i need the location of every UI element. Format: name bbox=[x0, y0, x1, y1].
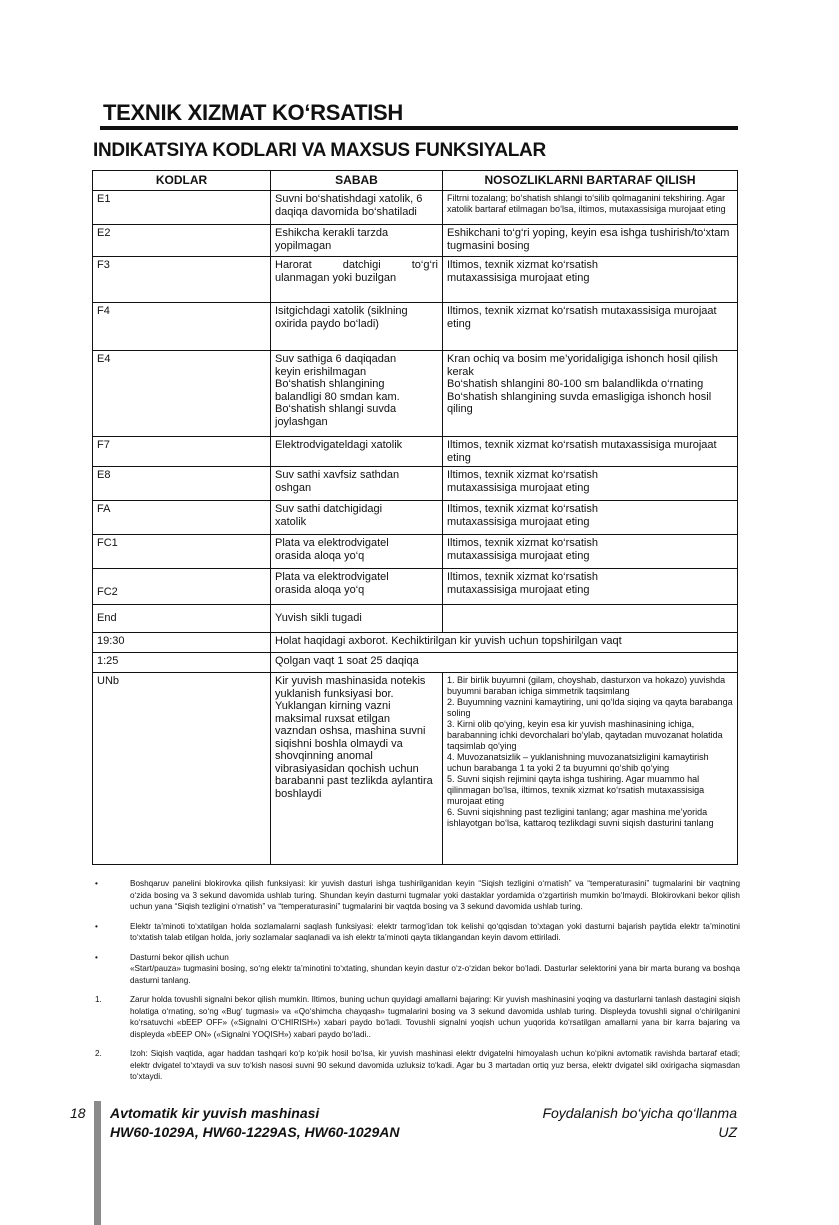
table-row bbox=[93, 673, 738, 865]
note-text: Izoh: Siqish vaqtida, agar haddan tashqari ko‘p ko‘pik hosil bo‘lsa, kir yuvish mashinasi elektr dvigatelni himoyalash uchun ko‘pikni avtomatik ravishda bartaraf etadi; elektr dvigatel to‘xtaydi va suv to‘kish nasosi suvni 90 sekund davomida uzluksiz to‘kadi. Agar bu 3 martadan ortiq yuz bersa, elektr dvigatel sikl oxirigacha siqmasdan to‘xtaydi. bbox=[130, 1049, 740, 1081]
remaining-time-cell: Qolgan vaqt 1 soat 25 daqiqa bbox=[271, 653, 738, 673]
table-header-row bbox=[93, 171, 738, 191]
manual-title: Foydalanish bo‘yicha qo‘llanma bbox=[542, 1105, 737, 1121]
fix-cell: Iltimos, texnik xizmat ko‘rsatish mutaxassisiga murojaat eting bbox=[443, 535, 738, 569]
fix-cell: Iltimos, texnik xizmat ko‘rsatish mutaxassisiga murojaat eting bbox=[443, 569, 738, 605]
table-row bbox=[93, 225, 738, 257]
table-row bbox=[93, 351, 738, 437]
number-mark: 1. bbox=[95, 995, 102, 1004]
product-name: Avtomatik kir yuvish mashinasi bbox=[110, 1105, 320, 1121]
table-row bbox=[93, 303, 738, 351]
cause-cell: Elektrodvigateldagi xatolik bbox=[271, 437, 443, 467]
fix-cell: Kran ochiq va bosim me’yoridaligiga ishonch hosil qilish kerak Bo‘shatish shlangini 80-100 sm balandlikda o‘rnating Bo‘shatish shlangining suvda emasligiga ishonch hosil qiling bbox=[443, 351, 738, 437]
page-number: 18 bbox=[70, 1105, 86, 1121]
footer-manual bbox=[542, 1104, 737, 1142]
fix-cell: Iltimos, texnik xizmat ko‘rsatish mutaxassisiga murojaat eting bbox=[443, 437, 738, 467]
list-item bbox=[95, 1048, 740, 1083]
code-cell: E8 bbox=[93, 467, 271, 501]
header-codes: KODLAR bbox=[93, 171, 271, 191]
cause-cell: Eshikcha kerakli tarzda yopilmagan bbox=[271, 225, 443, 257]
fix-cell: Iltimos, texnik xizmat ko‘rsatish mutaxassisiga murojaat eting bbox=[443, 501, 738, 535]
code-cell: E2 bbox=[93, 225, 271, 257]
footer-product bbox=[110, 1104, 399, 1142]
cause-cell: Harorat datchigi to‘g‘ri ulanmagan yoki buzilgan bbox=[271, 257, 443, 303]
cause-cell: Plata va elektrodvigatel orasida aloqa yo‘q bbox=[271, 569, 443, 605]
code-cell: End bbox=[93, 605, 271, 633]
title-divider bbox=[100, 126, 738, 130]
cause-cell: Kir yuvish mashinasida notekis yuklanish funksiyasi bor. Yuklangan kirning vazni maksimal ruxsat etilgan vazndan oshsa, mashina suvni siqishni boshla olmaydi va shovqinning anomal vibrasiyasidan qochish uchun barabanni past tezlikda aylantira boshlaydi bbox=[271, 673, 443, 865]
cause-cell: Suv sathi datchigidagi xatolik bbox=[271, 501, 443, 535]
list-item bbox=[95, 994, 740, 1040]
list-item bbox=[95, 878, 740, 913]
bullet-mark: • bbox=[95, 921, 98, 931]
header-cause: SABAB bbox=[271, 171, 443, 191]
section-subtitle: INDIKATSIYA KODLARI VA MAXSUS FUNKSIYALAR bbox=[93, 140, 546, 161]
code-cell: F3 bbox=[93, 257, 271, 303]
code-cell: F7 bbox=[93, 437, 271, 467]
note-text: Dasturni bekor qilish uchun «Start/pauza» tugmasini bosing, so‘ng elektr ta’minotini to‘xtating, shundan keyin dastur o‘z-o‘zidan bekor bo‘ladi. Dasturlar selektorini yana bir marta burang va boshqa dasturni tanlang. bbox=[130, 952, 740, 985]
language-code: UZ bbox=[718, 1124, 737, 1140]
code-cell: E1 bbox=[93, 191, 271, 225]
cause-cell: Plata va elektrodvigatel orasida aloqa yo‘q bbox=[271, 535, 443, 569]
table-row bbox=[93, 191, 738, 225]
table-row bbox=[93, 633, 738, 653]
product-models: HW60-1029A, HW60-1229AS, HW60-1029AN bbox=[110, 1124, 400, 1140]
code-cell: F4 bbox=[93, 303, 271, 351]
indication-codes-table bbox=[92, 170, 738, 865]
status-info-cell: Holat haqidagi axborot. Kechiktirilgan kir yuvish uchun topshirilgan vaqt bbox=[271, 633, 738, 653]
code-cell: FC1 bbox=[93, 535, 271, 569]
table-row bbox=[93, 605, 738, 633]
table-row bbox=[93, 467, 738, 501]
code-cell: 1:25 bbox=[93, 653, 271, 673]
table-row bbox=[93, 535, 738, 569]
code-cell: FA bbox=[93, 501, 271, 535]
table-row bbox=[93, 257, 738, 303]
fix-cell: Iltimos, texnik xizmat ko‘rsatish mutaxassisiga murojaat eting bbox=[443, 467, 738, 501]
cause-cell: Suvni bo‘shatishdagi xatolik, 6 daqiqa davomida bo‘shatiladi bbox=[271, 191, 443, 225]
table-row bbox=[93, 437, 738, 467]
footer-side-bar bbox=[94, 1101, 101, 1225]
cause-cell: Isitgichdagi xatolik (siklning oxirida paydo bo‘ladi) bbox=[271, 303, 443, 351]
number-mark: 2. bbox=[95, 1049, 102, 1058]
table-row bbox=[93, 653, 738, 673]
cause-cell: Suv sathi xavfsiz sathdan oshgan bbox=[271, 467, 443, 501]
cause-cell: Yuvish sikli tugadi bbox=[271, 605, 443, 633]
header-fix: NOSOZLIKLARNI BARTARAF QILISH bbox=[443, 171, 738, 191]
note-text: Boshqaruv panelini blokirovka qilish funksiyasi: kir yuvish dasturi ishga tushirilganidan keyin “Siqish tezligini o‘rnatish” va “temperaturasini” tugmalarini bir vaqtning o‘zida bosing va 3 sekund davomida ushlab turing. Shundan keyin dasturni tugmalar yoki dastaklar yordamida o‘zgartirish mumkin bo‘lmaydi. Blokirovkani bekor qilish uchun yana “Siqish tezligini o‘rnatish” va “temperaturasini” tugmalarini bir vaqtda bosing va 3 sekund davomida ushlab turing. bbox=[130, 879, 740, 911]
notes-section bbox=[95, 878, 740, 1091]
note-text: Zarur holda tovushli signalni bekor qilish mumkin. Iltimos, buning uchun quyidagi amallarni bajaring: Kir yuvish mashinasini yoqing va dasturlarni tanlash dastagini siqish holatiga o‘rnating, so‘ng «Bug‘ tugmasi» va «Qo‘shimcha chayqash» tugmalarini bosing va 3 sekund davomida ushlab turing. Displeyda tovushli signal o‘chirilganini ko‘rsatuvchi «bEEP OFF» («Signalni O‘CHIRISH») xabari paydo bo‘ladi. Tovushli signalni yoqish uchun yuqorida ko‘rsatilgan amallarni yana bir karra bajaring va displeyda «bEEP ON» («Signalni YOQISH») xabari paydo bo‘ladi.. bbox=[130, 995, 740, 1039]
note-text: Elektr ta’minoti to‘xtatilgan holda sozlamalarni saqlash funksiyasi: elektr tarmog‘idan tok kelishi qo‘qqisdan to‘xtagan yoki dasturni bajarish paytida elektr ta’minotini to‘xtatish talab etilgan holda, joriy sozlamalar saqlanadi va ish elektr ta’minoti qayta tiklangandan keyin davom ettiriladi. bbox=[130, 921, 740, 942]
page-title: TEXNIK XIZMAT KO‘RSATISH bbox=[103, 100, 403, 125]
fix-cell: Iltimos, texnik xizmat ko‘rsatish mutaxassisiga murojaat eting bbox=[443, 257, 738, 303]
fix-cell: Iltimos, texnik xizmat ko‘rsatish mutaxassisiga murojaat eting bbox=[443, 303, 738, 351]
code-cell: E4 bbox=[93, 351, 271, 437]
code-cell: FC2 bbox=[93, 569, 271, 605]
list-item bbox=[95, 921, 740, 944]
code-cell: UNb bbox=[93, 673, 271, 865]
table-row bbox=[93, 501, 738, 535]
fix-cell bbox=[443, 605, 738, 633]
bullet-mark: • bbox=[95, 879, 98, 888]
cause-cell: Suv sathiga 6 daqiqadan keyin erishilmagan Bo‘shatish shlangining balandligi 80 smdan kam. Bo‘shatish shlangi suvda joylashgan bbox=[271, 351, 443, 437]
fix-cell: Filtrni tozalang; bo‘shatish shlangi to‘silib qolmaganini tekshiring. Agar xatolik bartaraf etilmagan bo‘lsa, iltimos, mutaxassisiga murojaat eting bbox=[443, 191, 738, 225]
list-item bbox=[95, 952, 740, 987]
table-row bbox=[93, 569, 738, 605]
bullet-mark: • bbox=[95, 952, 98, 962]
fix-cell: Eshikchani to‘g‘ri yoping, keyin esa ishga tushirish/to‘xtam tugmasini bosing bbox=[443, 225, 738, 257]
code-cell: 19:30 bbox=[93, 633, 271, 653]
fix-cell: 1. Bir birlik buyumni (gilam, choyshab, dasturxon va hokazo) yuvishda buyumni baraban ichiga simmetrik taqsimlang 2. Buyumning vaznini kamaytiring, uni qo‘lda siqing va qayta barabanga soling 3. Kirni olib qo‘ying, keyin esa kir yuvish mashinasining ichiga, barabanning ichki devorchalari bo‘ylab, qaytadan muvozanat holatida taqsimlab qo‘ying 4. Muvozanatsizlik – yuklanishning muvozanatsizligini kamaytirish uchun barabanga 1 ta yoki 2 ta buyumni qo‘shib qo‘ying 5. Suvni siqish rejimini qayta ishga tushiring. Agar muammo hal qilinmagan bo‘lsa, iltimos, texnik xizmat ko‘rsatish mutaxassisiga murojaat eting 6. Suvni siqishning past tezligini tanlang; agar mashina me’yorida ishlayotgan bo‘lsa, kattaroq tezlikdagi suvni siqish dasturini tanlang bbox=[443, 673, 738, 865]
